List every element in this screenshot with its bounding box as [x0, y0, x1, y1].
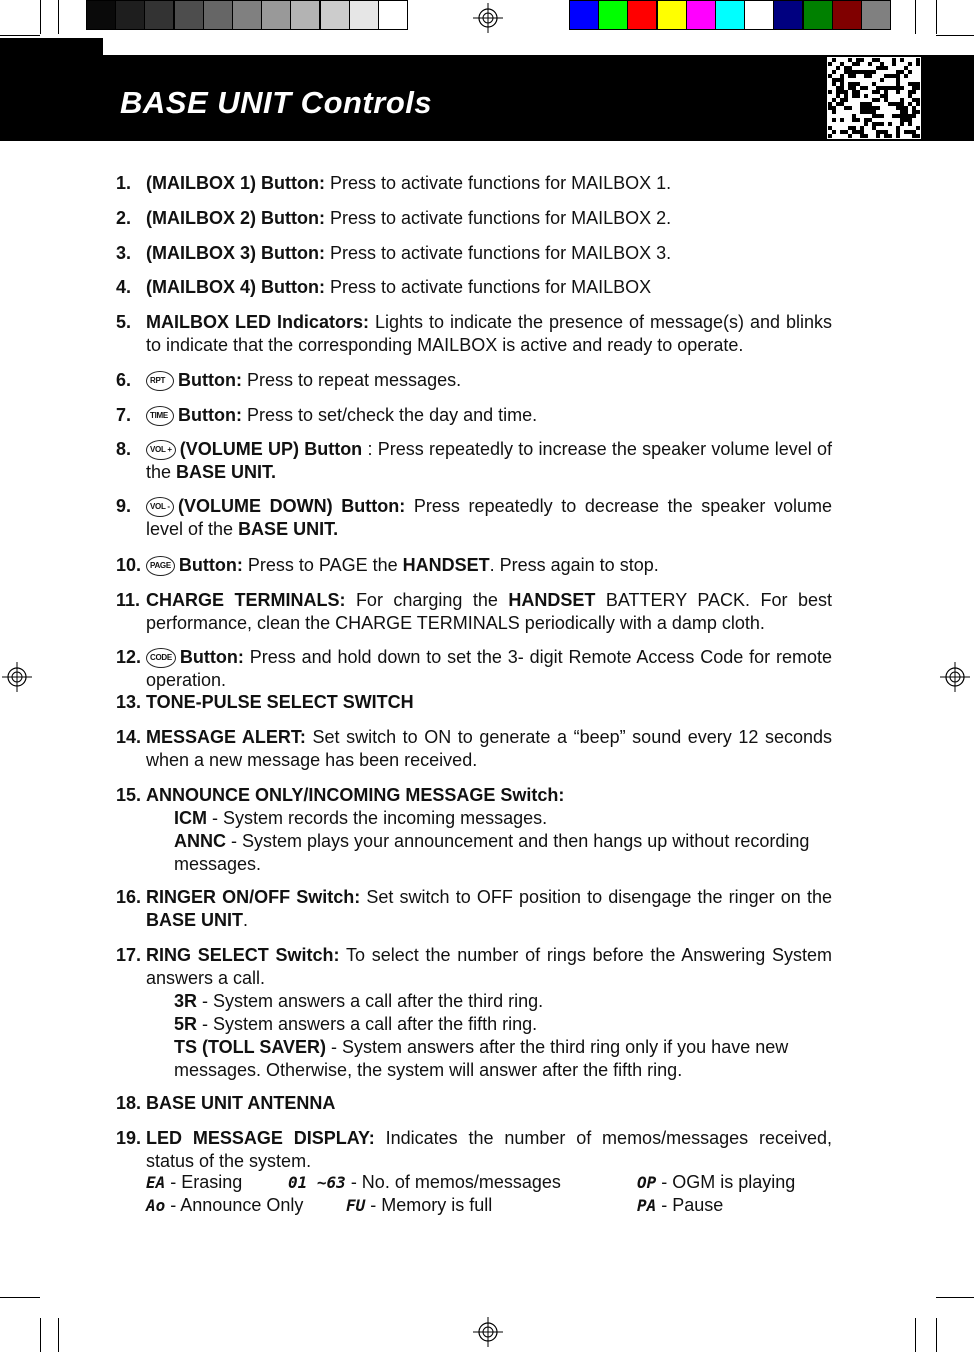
list-item: [116, 207, 832, 230]
button-icon: VOL -: [146, 497, 174, 517]
list-item: [116, 944, 832, 1082]
gray-swatch: [349, 0, 379, 30]
display-code-symbol: 01 ~63: [288, 1173, 346, 1192]
list-item: [116, 242, 832, 265]
color-swatch: [627, 0, 657, 30]
color-swatch: [832, 0, 862, 30]
list-item: [116, 691, 832, 714]
item-number: 6.: [116, 370, 132, 390]
item-text: Press to activate functions for MAILBOX 3.: [329, 243, 672, 263]
list-item: [116, 554, 832, 577]
item-text: : Press repeatedly to increase the speaker volume level of the: [146, 439, 832, 482]
display-code-desc: - Announce Only: [170, 1195, 304, 1215]
display-code: [637, 1172, 795, 1193]
item-label: (MAILBOX 4) Button:: [146, 277, 325, 297]
item-label: Button:: [178, 370, 242, 390]
item-text: BATTERY PACK. For best performance, clean the CHARGE TERMINALS periodically with a damp cloth.: [146, 590, 833, 633]
item-body: [146, 1127, 832, 1173]
sub-item: [174, 990, 832, 1013]
button-icon: TIME: [146, 406, 174, 426]
item-text: . Press again to stop.: [489, 555, 659, 575]
item-text: Set switch to ON to generate a “beep” sound every 12 seconds when a new message has been received.: [146, 727, 833, 770]
item-text: Press to set/check the day and time.: [246, 405, 538, 425]
sub-item: [174, 807, 832, 830]
item-text: Lights to indicate the presence of message(s) and blinks to indicate that the corresponding MAILBOX is active and ready to operate.: [146, 312, 832, 355]
item-label: ANNOUNCE ONLY/INCOMING MESSAGE Switch:: [146, 785, 565, 805]
gray-swatch: [115, 0, 145, 30]
item-number: 13.: [116, 692, 142, 712]
button-icon: VOL +: [146, 440, 176, 460]
gray-swatch: [86, 0, 116, 30]
item-label: Button:: [179, 647, 244, 667]
color-swatch: [657, 0, 687, 30]
item-label: Button:: [178, 405, 242, 425]
list-item: [116, 886, 832, 932]
item-emphasis: BASE UNIT.: [176, 462, 277, 482]
item-number: 18.: [116, 1093, 142, 1113]
display-code-desc: - Memory is full: [370, 1195, 493, 1215]
sub-value: - System answers a call after the third ring.: [202, 991, 544, 1011]
item-body: [146, 886, 832, 932]
display-code: [637, 1195, 723, 1216]
display-code-desc: - OGM is playing: [661, 1172, 796, 1192]
item-label: CHARGE TERMINALS:: [146, 590, 346, 610]
item-body: [146, 495, 832, 541]
item-emphasis: HANDSET: [508, 590, 596, 610]
sub-key: ANNC: [174, 831, 226, 851]
list-item: [116, 404, 832, 427]
item-text: Press to activate functions for MAILBOX: [329, 277, 652, 297]
item-label: RINGER ON/OFF Switch:: [146, 887, 361, 907]
color-swatch: [715, 0, 745, 30]
gray-swatch: [144, 0, 174, 30]
display-code-desc: - No. of memos/messages: [350, 1172, 561, 1192]
color-swatch: [773, 0, 803, 30]
gray-swatch: [261, 0, 291, 30]
registration-mark-icon: [473, 1317, 503, 1347]
item-body: [146, 554, 832, 577]
color-swatch: [686, 0, 716, 30]
registration-mark-icon: [473, 3, 503, 33]
item-number: 15.: [116, 785, 142, 805]
button-icon: CODE: [146, 648, 176, 668]
item-label: RING SELECT Switch:: [146, 945, 340, 965]
item-number: 8.: [116, 439, 132, 459]
list-item: [116, 172, 832, 195]
item-body: [146, 369, 832, 392]
list-item: [116, 369, 832, 392]
gray-swatch: [290, 0, 320, 30]
list-item: [116, 726, 832, 772]
item-text: .: [243, 910, 249, 930]
display-code-symbol: FU: [346, 1196, 366, 1215]
button-icon: PAGE: [146, 556, 175, 576]
item-number: 17.: [116, 945, 142, 965]
item-body: [146, 311, 832, 357]
item-number: 12.: [116, 647, 142, 667]
item-label: (VOLUME UP) Button: [179, 439, 363, 459]
list-item: [116, 784, 832, 876]
item-label: MESSAGE ALERT:: [146, 727, 306, 747]
item-label: (MAILBOX 2) Button:: [146, 208, 325, 228]
item-label: (VOLUME DOWN) Button:: [178, 496, 406, 516]
item-number: 14.: [116, 727, 142, 747]
item-label: (MAILBOX 1) Button:: [146, 173, 325, 193]
barcode-icon: [827, 57, 921, 139]
item-body: [146, 438, 832, 484]
item-number: 9.: [116, 496, 132, 516]
item-body: [146, 172, 832, 195]
list-item: [116, 1127, 832, 1173]
item-emphasis: HANDSET: [402, 555, 490, 575]
sub-key: TS (TOLL SAVER): [174, 1037, 327, 1057]
display-code-symbol: Ao: [146, 1196, 166, 1215]
color-swatch: [569, 0, 599, 30]
display-code-symbol: EA: [146, 1173, 166, 1192]
sub-item: [174, 1036, 832, 1082]
list-item: [116, 311, 832, 357]
list-item: [116, 276, 832, 299]
display-code: [146, 1195, 303, 1216]
item-body: [146, 276, 832, 299]
display-code-symbol: PA: [637, 1196, 657, 1215]
item-label: TONE-PULSE SELECT SWITCH: [146, 692, 414, 712]
item-label: Button:: [178, 555, 243, 575]
item-number: 2.: [116, 208, 132, 228]
sub-value: - System answers a call after the fifth ring.: [202, 1014, 538, 1034]
item-text: For charging the: [355, 590, 509, 610]
sub-key: 5R: [174, 1014, 198, 1034]
item-text: Indicates the number of memos/messages received, status of the system.: [146, 1128, 832, 1171]
color-swatch: [803, 0, 833, 30]
list-item: [116, 589, 832, 635]
item-body: [146, 207, 832, 230]
display-code: [288, 1172, 561, 1193]
item-body: [146, 726, 832, 772]
item-text: Press to repeat messages.: [246, 370, 462, 390]
item-number: 16.: [116, 887, 142, 907]
item-number: 4.: [116, 277, 132, 297]
button-icon: RPT: [146, 371, 174, 391]
item-number: 11.: [116, 590, 141, 610]
item-body: [146, 404, 832, 427]
item-number: 3.: [116, 243, 132, 263]
color-swatch: [861, 0, 891, 30]
color-swatch: [744, 0, 774, 30]
item-number: 1.: [116, 173, 132, 193]
item-number: 19.: [116, 1128, 142, 1148]
sub-item: [174, 1013, 832, 1036]
item-text: Press repeatedly to decrease the speaker volume level of the: [146, 496, 832, 539]
registration-mark-icon: [2, 662, 32, 692]
gray-swatch: [174, 0, 204, 30]
sub-value: - System answers after the third ring only if you have new messages. Otherwise, the system will answer after the fifth ring.: [174, 1037, 789, 1080]
item-body: [146, 784, 832, 807]
item-number: 5.: [116, 312, 132, 332]
display-code-symbol: OP: [637, 1173, 657, 1192]
item-text: Press to activate functions for MAILBOX 2.: [329, 208, 672, 228]
item-label: MAILBOX LED Indicators:: [146, 312, 369, 332]
gray-swatch: [320, 0, 350, 30]
gray-swatch: [203, 0, 233, 30]
list-item: [116, 646, 832, 692]
item-number: 10.: [116, 555, 142, 575]
list-item: [116, 1092, 832, 1115]
list-item: [116, 495, 832, 541]
item-number: 7.: [116, 405, 132, 425]
sub-key: 3R: [174, 991, 198, 1011]
sub-key: ICM: [174, 808, 207, 828]
sub-value: - System records the incoming messages.: [212, 808, 548, 828]
registration-mark-icon: [940, 662, 970, 692]
item-text: Press to PAGE the: [247, 555, 403, 575]
sub-value: - System plays your announcement and then hangs up without recording messages.: [174, 831, 810, 874]
display-code-desc: - Erasing: [170, 1172, 243, 1192]
item-body: [146, 589, 832, 635]
page-title: BASE UNIT Controls: [120, 85, 433, 120]
item-body: [146, 691, 832, 714]
item-text: Set switch to OFF position to disengage the ringer on the: [366, 887, 832, 907]
item-label: LED MESSAGE DISPLAY:: [146, 1128, 375, 1148]
sub-item: [174, 830, 832, 876]
item-body: [146, 1092, 832, 1115]
item-body: [146, 242, 832, 265]
list-item: [116, 438, 832, 484]
item-body: [146, 646, 832, 692]
item-emphasis: BASE UNIT: [146, 910, 244, 930]
item-label: (MAILBOX 3) Button:: [146, 243, 325, 263]
gray-swatch: [232, 0, 262, 30]
display-code: [346, 1195, 492, 1216]
item-label: BASE UNIT ANTENNA: [146, 1093, 336, 1113]
item-body: [146, 944, 832, 990]
item-text: Press to activate functions for MAILBOX 1.: [329, 173, 672, 193]
item-emphasis: BASE UNIT.: [238, 519, 339, 539]
color-swatch: [598, 0, 628, 30]
display-code: [146, 1172, 242, 1193]
gray-swatch: [378, 0, 408, 30]
item-text: Press and hold down to set the 3- digit Remote Access Code for remote operation.: [146, 647, 832, 690]
display-code-desc: - Pause: [661, 1195, 724, 1215]
item-text: To select the number of rings before the Answering System answers a call.: [146, 945, 832, 988]
header-tab: [0, 38, 103, 56]
